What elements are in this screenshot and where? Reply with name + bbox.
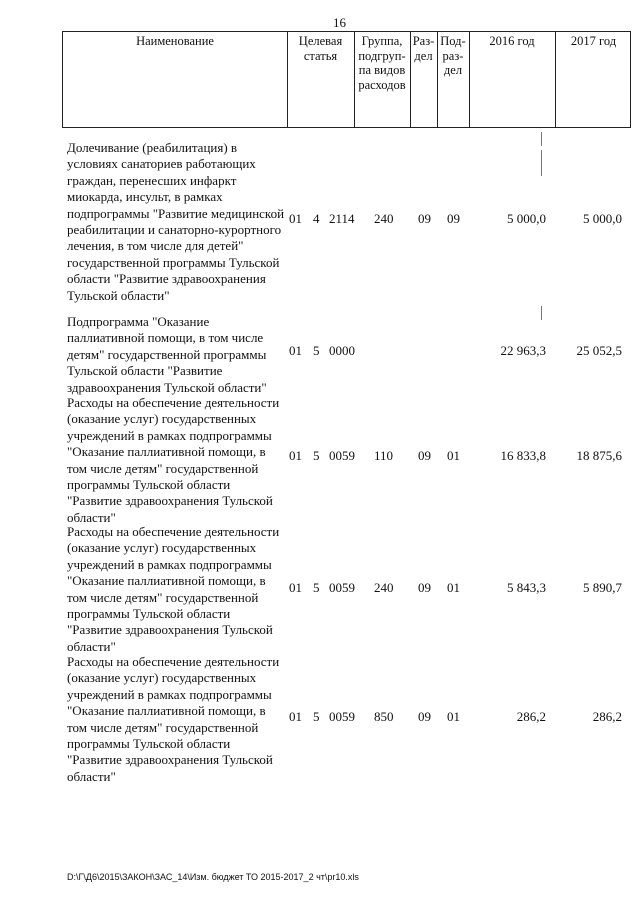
row-value-2016: 16 833,8 [500,448,546,463]
row-section: 09 [418,211,431,226]
header-expense-group: Группа, подгруп- па видов расходов [358,34,406,92]
header-year-2017: 2017 год [570,34,617,48]
row-target-3: 0059 [329,448,355,463]
scan-mark [541,150,542,176]
row-target-2: 5 [313,709,320,724]
row-value-2017: 18 875,6 [576,448,622,463]
row-section: 09 [418,709,431,724]
row-target-1: 01 [289,580,302,595]
row-name: Расходы на обеспечение деятельности (оказание услуг) государственных учреждений в рамках подпрограммы "Оказание паллиативной помощи, в том числе детям" государственной программы Тульской области "Развитие здравоохранения Тульской области" [67,654,280,784]
row-value-2016: 286,2 [516,709,546,724]
row-target-3: 0059 [329,709,355,724]
row-value-2017: 5 000,0 [583,211,622,226]
row-target-1: 01 [289,343,302,358]
row-target-3: 0059 [329,580,355,595]
row-subsection: 01 [447,709,460,724]
row-target-1: 01 [289,709,302,724]
row-target-1: 01 [289,448,302,463]
table-header [62,31,631,128]
header-section: Раз- дел [412,34,435,63]
row-subsection: 09 [447,211,460,226]
row-subsection: 01 [447,580,460,595]
row-section: 09 [418,580,431,595]
row-target-2: 4 [313,211,320,226]
file-path-footer: D:\Г\Д6\2015\ЗАКОН\ЗАС_14\Изм. бюджет ТО 2015-2017_2 чт\pr10.xls [67,872,359,882]
header-year-2016: 2016 год [489,34,535,48]
row-group: 240 [374,580,394,595]
row-name: Подпрограмма "Оказание паллиативной помощи, в том числе детям" государственной программы Тульской области "Развитие здравоохранения Тульской области" [67,314,267,395]
scan-mark [541,306,542,320]
row-group: 850 [374,709,394,724]
row-value-2017: 5 890,7 [583,580,622,595]
scan-mark [541,132,542,146]
row-group: 110 [374,448,394,463]
row-value-2016: 22 963,3 [500,343,546,358]
row-name: Расходы на обеспечение деятельности (оказание услуг) государственных учреждений в рамках подпрограммы "Оказание паллиативной помощи, в том числе детям" государственной программы Тульской области "Развитие здравоохранения Тульской области" [67,524,280,654]
header-subsection: Под- раз- дел [440,34,466,77]
row-name: Долечивание (реабилитация) в условиях санаториев работающих граждан, перенесших инфаркт миокарда, инсульт, в рамках подпрограммы "Развитие медицинской реабилитации и санаторно-курортного лечения, в том числе для детей" государственной программы Тульской области "Развитие здравоохранения Тульской области" [67,140,285,303]
row-subsection: 01 [447,448,460,463]
row-section: 09 [418,448,431,463]
header-name: Наименование [136,34,214,48]
row-target-2: 5 [313,448,320,463]
row-target-2: 5 [313,580,320,595]
row-target-1: 01 [289,211,302,226]
row-value-2016: 5 843,3 [507,580,546,595]
row-value-2017: 286,2 [592,709,622,724]
header-target-article: Целевая статья [298,34,343,63]
page-number: 16 [333,15,346,30]
row-target-2: 5 [313,343,320,358]
row-value-2017: 25 052,5 [576,343,622,358]
row-target-3: 2114 [329,211,355,226]
row-value-2016: 5 000,0 [507,211,546,226]
row-name: Расходы на обеспечение деятельности (оказание услуг) государственных учреждений в рамках подпрограммы "Оказание паллиативной помощи, в том числе детям" государственной программы Тульской области "Развитие здравоохранения Тульской области" [67,395,280,525]
row-group: 240 [374,211,394,226]
row-target-3: 0000 [329,343,355,358]
